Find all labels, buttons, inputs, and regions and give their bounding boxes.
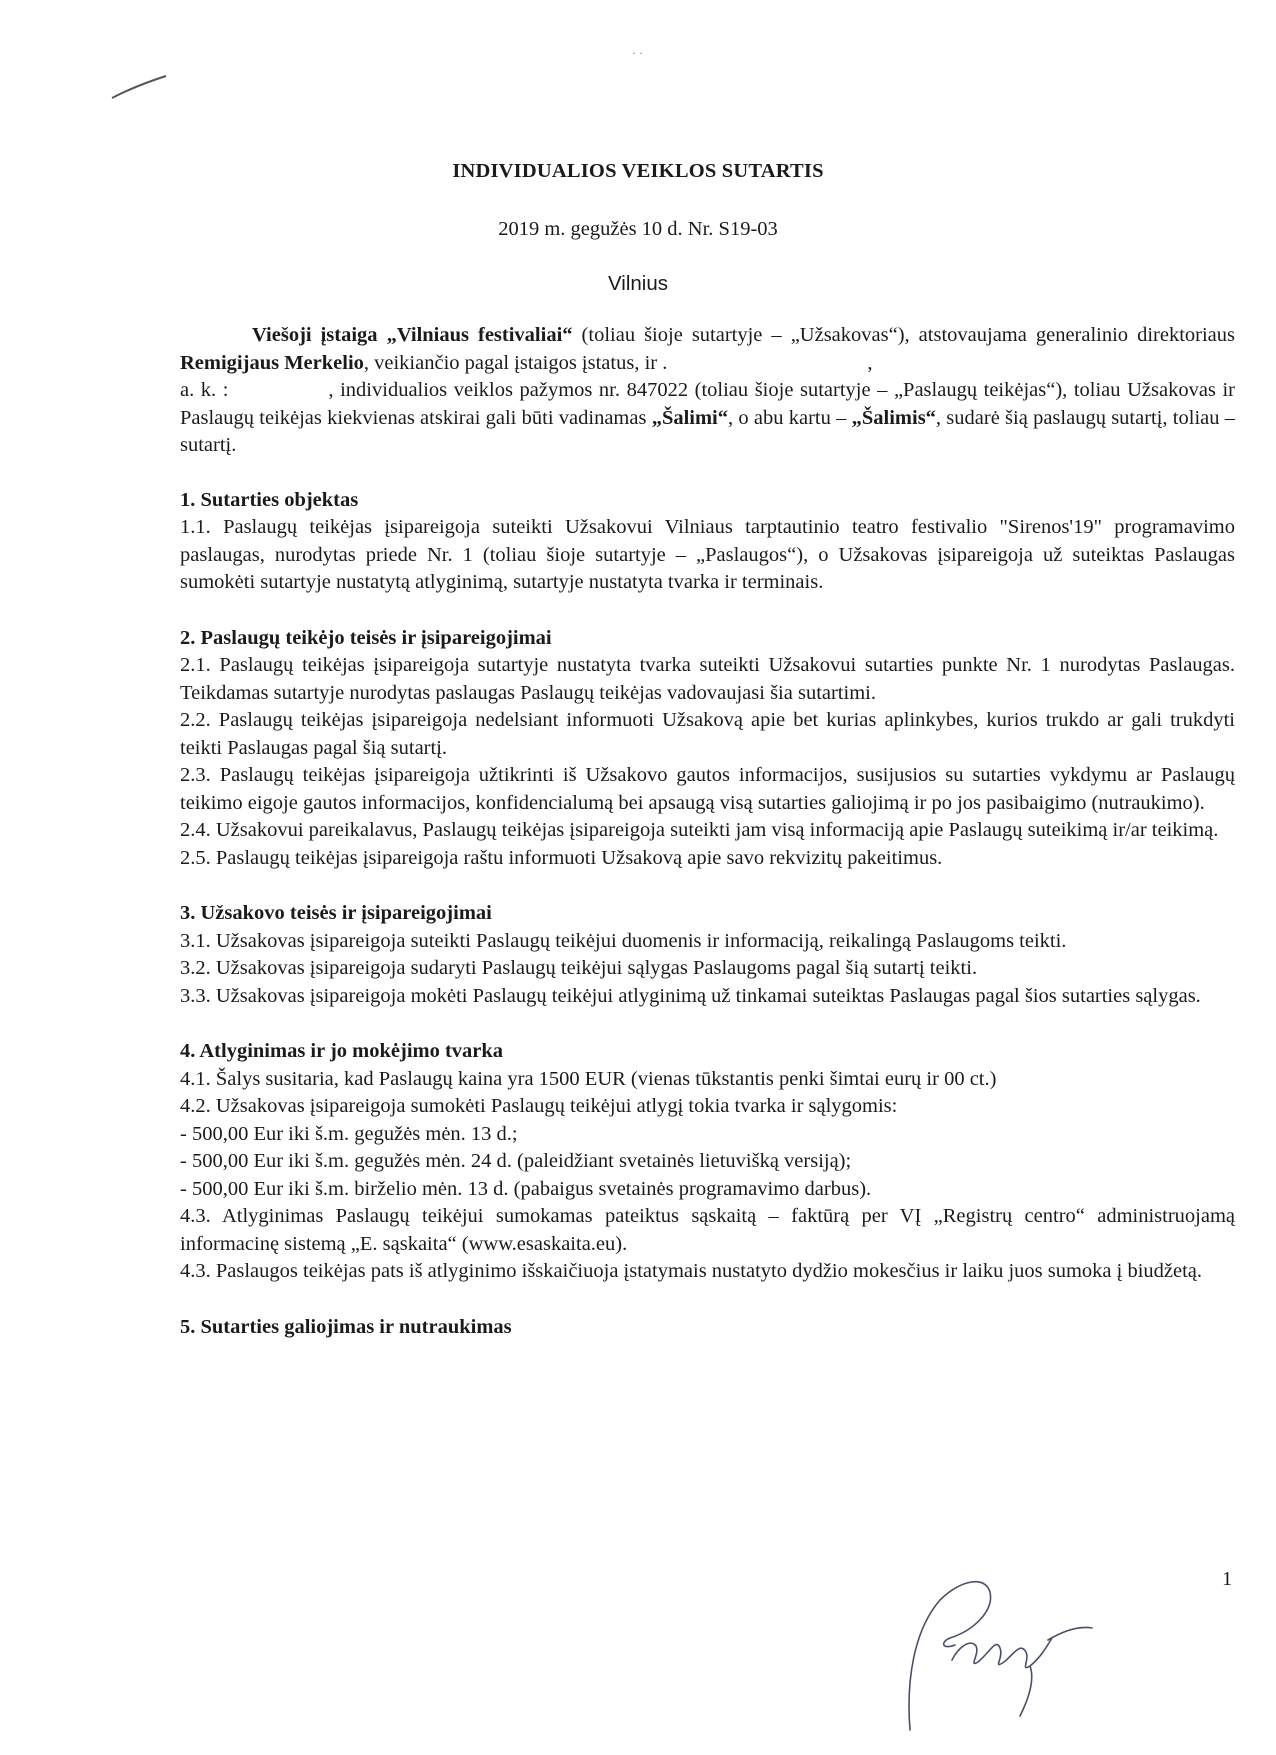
clause-4-2: 4.2. Užsakovas įsipareigoja sumokėti Paslaugų teikėjui atlygį tokia tvarka ir sąlygomis: — [180, 1095, 898, 1117]
payment-schedule — [180, 1121, 1235, 1204]
intro-text: , individualios veiklos pažymos nr. 847022 (toliau šioje sutartyje – „Paslaugų teikėjas“), toliau Užsakovas ir Paslaugų teikėjas kiekvienas atskirai gali būti vadinamas — [180, 379, 1235, 429]
clause-1-1: 1.1. Paslaugų teikėjas įsipareigoja suteikti Užsakovui Vilniaus tarptautinio teatro festivalio "Sirenos'19" programavimo paslaugas, nurodytas priede Nr. 1 (toliau šioje sutartyje – „Paslaugos“), o Užsakovas įsipareigoja už suteiktas Paslaugas sumokėti sutartyje nustatytą atlyginimą, sutartyje nustatyta tvarka ir terminais. — [180, 516, 1235, 593]
payment-item: - 500,00 Eur iki š.m. gegužės mėn. 24 d. (paleidžiant svetainės lietuvišką versiją); — [180, 1148, 1235, 1176]
clause-2-2: 2.2. Paslaugų teikėjas įsipareigoja nedelsiant informuoti Užsakovą apie bet kurias aplinkybes, kurios trukdo ar gali trukdyti teikti Paslaugas pagal šią sutartį. — [180, 709, 1235, 759]
clause-3-1: 3.1. Užsakovas įsipareigoja suteikti Paslaugų teikėjui duomenis ir informaciją, reikalingą Paslaugoms teikti. — [180, 929, 1067, 952]
parties-term: „Šalimis“ — [851, 406, 936, 429]
page-number: 1 — [1222, 1568, 1233, 1590]
section-heading: 4. Atlyginimas ir jo mokėjimo tvarka — [180, 1040, 504, 1062]
document-city: Vilnius — [607, 272, 669, 295]
section-heading: 2. Paslaugų teikėjo teisės ir įsipareigojimai — [180, 626, 552, 649]
clause-3-2: 3.2. Užsakovas įsipareigoja sudaryti Paslaugų teikėjui sąlygas Paslaugoms pagal šią sutartį teikti. — [180, 957, 978, 979]
clause-2-3: 2.3. Paslaugų teikėjas įsipareigoja užtikrinti iš Užsakovo gautos informacijos, susijusios su sutarties vykdymu ar Paslaugų teikimo eigoje gautos informacijos, konfidencialumą bei apsaugą visą sutarties galiojimą ir po jos pasibaigimo (nutraukimo). — [180, 764, 1235, 814]
document-date-number: 2019 m. gegužės 10 d. Nr. S19-03 — [498, 218, 778, 240]
clause-4-3b: 4.3. Paslaugos teikėjas pats iš atlyginimo išskaičiuoja įstatymais nustatyto dydžio mokesčius ir laiku juos sumoka į biudžetą. — [180, 1260, 1203, 1282]
pen-stroke-mark — [110, 72, 170, 102]
payment-item: - 500,00 Eur iki š.m. gegužės mėn. 13 d.; — [180, 1121, 1235, 1149]
section-heading: 5. Sutarties galiojimas ir nutraukimas — [180, 1315, 512, 1338]
intro-text: , o abu kartu – — [728, 406, 852, 429]
party-term: „Šalimi“ — [651, 406, 729, 429]
clause-4-3: 4.3. Atlyginimas Paslaugų teikėjui sumokamas pateiktus sąskaitą – faktūrą per VĮ „Registrų centro“ administruojamą informacinę sistemą „E. sąskaita“ (www.esaskaita.eu). — [180, 1205, 1235, 1255]
clause-2-5: 2.5. Paslaugų teikėjas įsipareigoja raštu informuoti Užsakovą apie savo rekvizitų pakeitimus. — [180, 846, 943, 869]
director-name: Remigijaus Merkelio — [180, 351, 364, 374]
section-5 — [180, 1314, 1235, 1342]
intro-text: (toliau šioje sutartyje – „Užsakovas“), atstovaujama generalinio direktoriaus — [572, 324, 1235, 346]
section-4 — [180, 1038, 1235, 1286]
client-name: Viešoji įstaiga „Vilniaus festivaliai“ — [252, 324, 573, 346]
clause-4-1: 4.1. Šalys susitaria, kad Paslaugų kaina yra 1500 EUR (vienas tūkstantis penki šimtai eurų ir 00 ct.) — [180, 1067, 997, 1090]
scan-speck: · · — [632, 46, 643, 60]
document-title: INDIVIDUALIOS VEIKLOS SUTARTIS — [452, 160, 824, 182]
clause-3-3: 3.3. Užsakovas įsipareigoja mokėti Paslaugų teikėjui atlyginimą už tinkamai suteiktas Paslaugas pagal šios sutarties sąlygas. — [180, 984, 1201, 1007]
clause-2-4: 2.4. Užsakovui pareikalavus, Paslaugų teikėjas įsipareigoja suteikti jam visą informaciją apie Paslaugų suteikimą ir/ar teikimą. — [180, 819, 1219, 841]
intro-text: , sudarė šią paslaugų sutartį, toliau – sutartį. — [180, 406, 1235, 456]
payment-item: - 500,00 Eur iki š.m. birželio mėn. 13 d. (pabaigus svetainės programavimo darbus). — [180, 1176, 1235, 1204]
document-body — [180, 322, 1235, 1369]
intro-text: , veikiančio pagal įstaigos įstatus, ir . — [363, 351, 668, 374]
clause-2-1: 2.1. Paslaugų teikėjas įsipareigoja sutartyje nustatyta tvarka suteikti Užsakovui sutarties punkte Nr. 1 nurodytas Paslaugas. Teikdamas sutartyje nurodytas paslaugas Paslaugų teikėjas vadovaujasi šia sutartimi. — [180, 654, 1235, 704]
section-3 — [180, 900, 1235, 1010]
intro-paragraph — [180, 322, 1235, 460]
section-heading: 3. Užsakovo teisės ir įsipareigojimai — [180, 902, 492, 924]
intro-text: , — [867, 351, 873, 374]
section-2 — [180, 625, 1235, 873]
intro-text: a. k. : — [180, 379, 229, 401]
signature-image — [880, 1530, 1100, 1750]
section-heading: 1. Sutarties objektas — [180, 488, 359, 511]
section-1 — [180, 487, 1235, 597]
